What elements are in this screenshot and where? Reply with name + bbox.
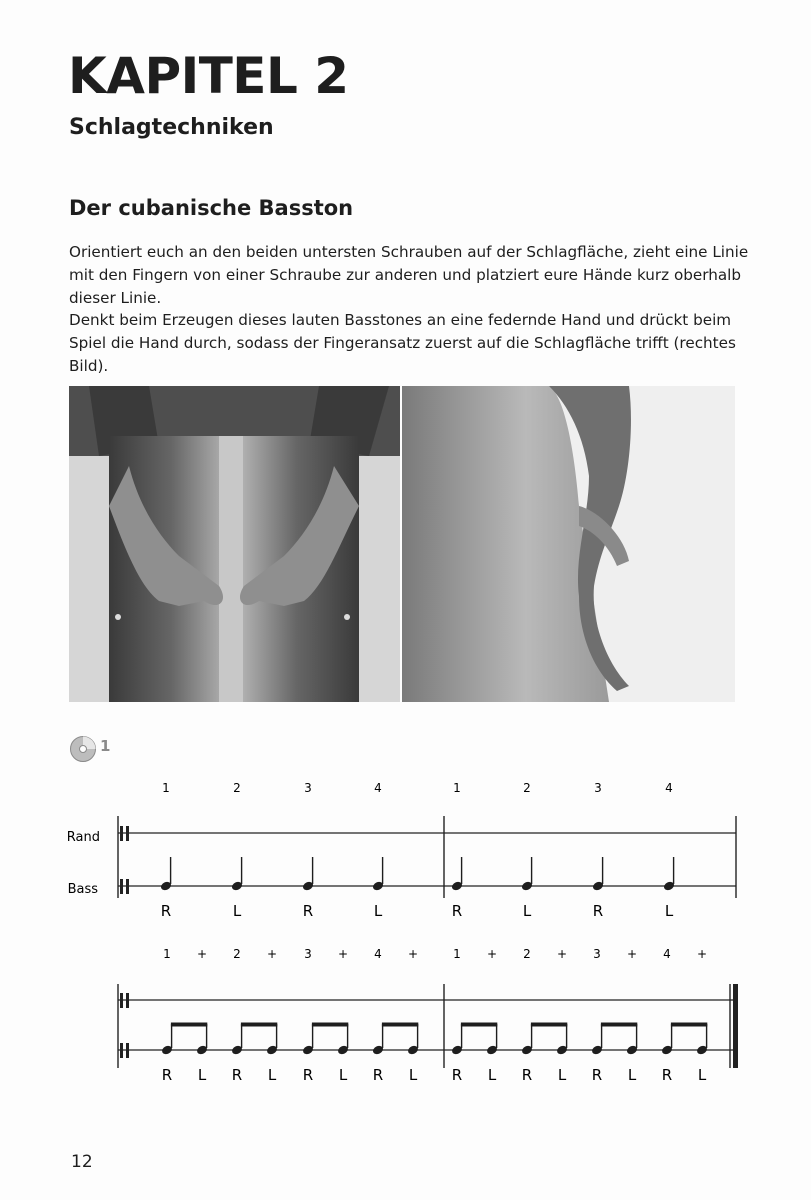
count-label: 2 [233,781,241,795]
paragraph-1: Orientiert euch an den beiden untersten Schrauben auf der Schlagfläche, zieht eine Linie mit den Fingern von einer Schraube zur anderen und platziert eure Hände kurz oberhalb dieser Linie. [69,243,749,307]
quarter-note [592,857,605,892]
hand-label: L [557,1066,567,1084]
hand-label: L [338,1066,348,1084]
count-label: 1 [453,781,461,795]
count-label: + [337,947,349,961]
quarter-note [521,857,534,892]
count-label: + [626,947,638,961]
hand-label: L [664,902,674,920]
technique-photos [69,386,735,702]
eighth-note-pair [451,1023,499,1056]
hand-label: R [302,1066,314,1084]
eighth-note-pair [661,1023,709,1056]
beam [531,1023,567,1027]
count-label: 3 [594,781,602,795]
count-label: 4 [663,947,671,961]
hand-label: L [373,902,383,920]
system-1 [67,781,736,920]
quarter-note [372,857,385,892]
hand-label: L [267,1066,277,1084]
hand-label: L [487,1066,497,1084]
count-label: + [556,947,568,961]
beam [312,1023,348,1027]
track-number: 1 [100,737,111,755]
chapter-subtitle: Schlagtechniken [69,115,274,140]
eighth-note-pair [161,1023,209,1056]
beam [171,1023,207,1027]
beam [461,1023,497,1027]
count-label: 4 [374,947,382,961]
count-label: 3 [593,947,601,961]
hand-label: L [197,1066,207,1084]
eighth-note-pair [521,1023,569,1056]
count-label: + [696,947,708,961]
rhythm-notation [0,760,811,1100]
note-row-2 [161,1023,709,1056]
beam [241,1023,277,1027]
system-2 [118,947,738,1084]
hand-label: L [232,902,242,920]
count-label: + [486,947,498,961]
hand-label: R [592,902,604,920]
count-label: + [407,947,419,961]
hand-label: L [697,1066,707,1084]
quarter-note [663,857,676,892]
beam [382,1023,418,1027]
quarter-note [302,857,315,892]
section-heading: Der cubanische Basston [69,196,354,220]
count-label: 3 [304,947,312,961]
beam [601,1023,637,1027]
body-text [69,241,749,378]
count-label: 1 [162,781,170,795]
count-label: 1 [453,947,461,961]
hand-label: R [661,1066,673,1084]
hand-label: R [161,1066,173,1084]
count-label: 4 [665,781,673,795]
hand-label: R [302,902,314,920]
cd-icon [69,735,97,763]
beam [671,1023,707,1027]
hand-label: L [408,1066,418,1084]
photo-side-view [402,386,735,702]
count-label: 2 [523,781,531,795]
count-label: 3 [304,781,312,795]
count-label: 1 [163,947,171,961]
chapter-title: KAPITEL 2 [68,47,349,105]
quarter-note [451,857,464,892]
hand-row-1 [161,902,674,920]
eighth-note-pair [231,1023,279,1056]
paragraph-2: Denkt beim Erzeugen dieses lauten Basstones an eine federnde Hand und drückt beim Spiel die Hand durch, sodass der Fingeransatz zuerst auf die Schlagfläche trifft (rechtes Bild). [69,311,736,375]
hand-label: R [591,1066,603,1084]
hand-label: L [522,902,532,920]
hand-row-2 [162,1066,707,1084]
hand-label: R [231,1066,243,1084]
quarter-note [160,857,173,892]
eighth-note-pair [372,1023,420,1056]
line-label-bass: Bass [67,882,98,897]
count-label: 2 [233,947,241,961]
photo-front-view [69,386,400,702]
line-label-rand: Rand [66,830,100,845]
page-number: 12 [71,1152,93,1172]
quarter-note [231,857,244,892]
hand-label: R [521,1066,533,1084]
hand-label: L [627,1066,637,1084]
hand-label: R [451,902,463,920]
count-label: + [196,947,208,961]
count-label: + [266,947,278,961]
count-row-2 [163,947,707,961]
hand-label: R [372,1066,384,1084]
hand-label: R [451,1066,463,1084]
eighth-note-pair [591,1023,639,1056]
eighth-note-pair [302,1023,350,1056]
count-row-1 [162,781,673,795]
hand-label: R [160,902,172,920]
count-label: 4 [374,781,382,795]
count-label: 2 [523,947,531,961]
